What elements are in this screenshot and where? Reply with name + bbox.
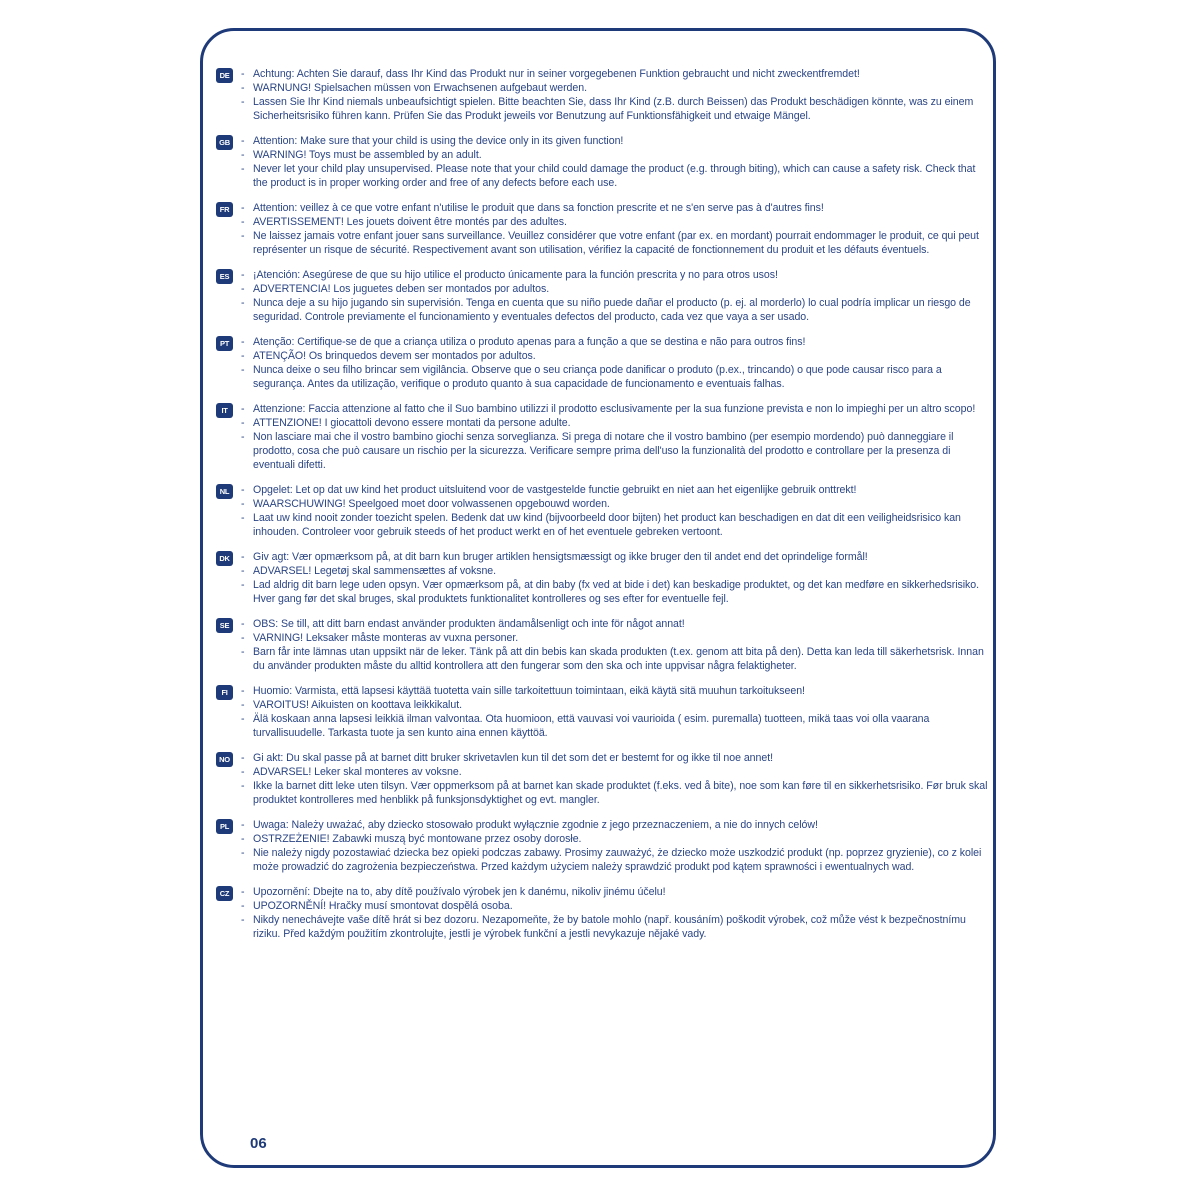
warning-line: - ATENÇÃO! Os brinquedos devem ser montados por adultos. xyxy=(253,349,990,363)
warning-sections xyxy=(216,67,990,952)
warning-line: - Laat uw kind nooit zonder toezicht spelen. Bedenk dat uw kind (bijvoorbeeld door bijten) het product kan beschadigen en dat dit een veiligheidsrisico kan inhouden. Controleer voor gebruik steeds of het product werkt en of het eventuele gebreken vertoont. xyxy=(253,511,990,539)
warning-line: - VAROITUS! Aikuisten on koottava leikkikalut. xyxy=(253,698,990,712)
warning-line: - UPOZORNĚNÍ! Hračky musí smontovat dospělá osoba. xyxy=(253,899,990,913)
warning-line: - Upozornění: Dbejte na to, aby dítě používalo výrobek jen k danému, nikoliv jinému účelu! xyxy=(253,885,990,899)
warning-line: - ADVARSEL! Legetøj skal sammensættes af voksne. xyxy=(253,564,990,578)
language-badge-se: SE xyxy=(216,618,233,633)
warning-line: - Barn får inte lämnas utan uppsikt när de leker. Tänk på att din bebis kan skada produkten (t.ex. genom att bita på den). Detta kan leda till säkerhetsrisk. Innan du använder produkten måste du alltid kontrollera att den fungerar som den ska och inte uppvisar några felaktigheter. xyxy=(253,645,990,673)
warning-line: - Lad aldrig dit barn lege uden opsyn. Vær opmærksom på, at din baby (fx ved at bide i det) kan beskadige produktet, og det kan medføre en sikkerhedsrisiko. Hver gang før det skal bruges, skal produktets funktionalitet kontrolleres og ses efter for eventuelle fejl. xyxy=(253,578,990,606)
section-nl xyxy=(216,483,990,539)
warning-line: - Attenzione: Faccia attenzione al fatto che il Suo bambino utilizzi il prodotto esclusivamente per la sua funzione prevista e non lo impieghi per un altro scopo! xyxy=(253,402,990,416)
warning-line: - ADVARSEL! Leker skal monteres av voksne. xyxy=(253,765,990,779)
language-badge-de: DE xyxy=(216,68,233,83)
section-es xyxy=(216,268,990,324)
warning-line: - Attention: veillez à ce que votre enfant n'utilise le produit que dans sa fonction prescrite et ne s'en serve pas à d'autres fins! xyxy=(253,201,990,215)
warning-line: - Giv agt: Vær opmærksom på, at dit barn kun bruger artiklen hensigtsmæssigt og ikke bruger den til andet end det oprindelige formål! xyxy=(253,550,990,564)
language-badge-fi: FI xyxy=(216,685,233,700)
warning-line: - Nie należy nigdy pozostawiać dziecka bez opieki podczas zabawy. Prosimy zauważyć, że dziecko może uszkodzić produkt (np. poprzez gryzienie), co z kolei może prowadzić do zagrożenia bezpieczeństwa. Przed każdym użyciem należy sprawdzić produkt pod kątem sprawności i ewentualnych wad. xyxy=(253,846,990,874)
section-pt xyxy=(216,335,990,391)
warning-line: - WARNING! Toys must be assembled by an adult. xyxy=(253,148,990,162)
warning-line: - ADVERTENCIA! Los juguetes deben ser montados por adultos. xyxy=(253,282,990,296)
warning-line: - OBS: Se till, att ditt barn endast använder produkten ändamålsenligt och inte för något annat! xyxy=(253,617,990,631)
warning-line: - Opgelet: Let op dat uw kind het product uitsluitend voor de vastgestelde functie gebruikt en niet aan het eigenlijke gebruik onttrekt! xyxy=(253,483,990,497)
warning-line: - Nikdy nenechávejte vaše dítě hrát si bez dozoru. Nezapomeňte, že by batole mohlo (např. kousáním) poškodit výrobek, což může vést k bezpečnostnímu riziku. Před každým použitím zkontrolujte, jestli je výrobek funkční a jestli nevykazuje nějaké vady. xyxy=(253,913,990,941)
warning-line: - Ikke la barnet ditt leke uten tilsyn. Vær oppmerksom på at barnet kan skade produktet (f.eks. ved å bite), noe som kan føre til en sikkerhetsrisiko. Før bruk skal produktet kontrolleres med henblikk på funksjonsdyktighet og evt. mangler. xyxy=(253,779,990,807)
warning-line: - ATTENZIONE! I giocattoli devono essere montati da persone adulte. xyxy=(253,416,990,430)
warning-line: - OSTRZEŻENIE! Zabawki muszą być montowane przez osoby dorosłe. xyxy=(253,832,990,846)
warning-line: - Non lasciare mai che il vostro bambino giochi senza sorveglianza. Si prega di notare che il vostro bambino (per esempio mordendo) può danneggiare il prodotto, cosa che può causare un rischio per la sicurezza. Verificare sempre prima dell'uso la funzionalità del prodotto e controllare per la presenza di eventuali difetti. xyxy=(253,430,990,472)
language-badge-it: IT xyxy=(216,403,233,418)
warning-line: - Älä koskaan anna lapsesi leikkiä ilman valvontaa. Ota huomioon, että vauvasi voi vaurioida ( esim. puremalla) tuotteen, mikä taas voi olla vaarana turvallisuudelle. Tarkasta tuote ja sen kunto aina ennen käyttöä. xyxy=(253,712,990,740)
language-badge-gb: GB xyxy=(216,135,233,150)
language-badge-no: NO xyxy=(216,752,233,767)
warning-line: - Never let your child play unsupervised. Please note that your child could damage the product (e.g. through biting), which can cause a safety risk. Check that the product is in proper working order and free of any defects before each use. xyxy=(253,162,990,190)
warning-line: - VARNING! Leksaker måste monteras av vuxna personer. xyxy=(253,631,990,645)
warning-line: - Lassen Sie Ihr Kind niemals unbeaufsichtigt spielen. Bitte beachten Sie, dass Ihr Kind (z.B. durch Beissen) das Produkt beschädigen könnte, was zu einem Sicherheitsrisiko führen kann. Prüfen Sie das Produkt jeweils vor Benutzung auf Funktionsfähigkeit und etwaige Mängel. xyxy=(253,95,990,123)
section-fi xyxy=(216,684,990,740)
language-badge-dk: DK xyxy=(216,551,233,566)
language-badge-fr: FR xyxy=(216,202,233,217)
warning-line: - Uwaga: Należy uważać, aby dziecko stosowało produkt wyłącznie zgodnie z jego przeznaczeniem, a nie do innych celów! xyxy=(253,818,990,832)
warning-line: - Huomio: Varmista, että lapsesi käyttää tuotetta vain sille tarkoitettuun toimintaan, eikä käytä sitä muuhun tarkoitukseen! xyxy=(253,684,990,698)
warning-line: - Attention: Make sure that your child is using the device only in its given function! xyxy=(253,134,990,148)
section-cz xyxy=(216,885,990,941)
warning-line: - Achtung: Achten Sie darauf, dass Ihr Kind das Produkt nur in seiner vorgegebenen Funktion gebraucht und nicht zweckentfremdet! xyxy=(253,67,990,81)
section-dk xyxy=(216,550,990,606)
warning-line: - AVERTISSEMENT! Les jouets doivent être montés par des adultes. xyxy=(253,215,990,229)
warning-line: - ¡Atención: Asegúrese de que su hijo utilice el producto únicamente para la función prescrita y no para otros usos! xyxy=(253,268,990,282)
language-badge-nl: NL xyxy=(216,484,233,499)
section-gb xyxy=(216,134,990,190)
warning-line: - WAARSCHUWING! Speelgoed moet door volwassenen opgebouwd worden. xyxy=(253,497,990,511)
section-fr xyxy=(216,201,990,257)
warning-line: - Nunca deixe o seu filho brincar sem vigilância. Observe que o seu criança pode danificar o produto (p.ex., trincando) o que pode causar risco para a segurança. Antes da utilização, verifique o produto quanto à sua capacidade de funcionamento e eventuais falhas. xyxy=(253,363,990,391)
section-de xyxy=(216,67,990,123)
page-number: 06 xyxy=(250,1135,267,1152)
language-badge-cz: CZ xyxy=(216,886,233,901)
warning-line: - Atenção: Certifique-se de que a criança utiliza o produto apenas para a função a que se destina e não para outros fins! xyxy=(253,335,990,349)
section-no xyxy=(216,751,990,807)
section-pl xyxy=(216,818,990,874)
language-badge-pl: PL xyxy=(216,819,233,834)
warning-line: - Gi akt: Du skal passe på at barnet ditt bruker skrivetavlen kun til det som det er bestemt for og ikke til noe annet! xyxy=(253,751,990,765)
warning-line: - Nunca deje a su hijo jugando sin supervisión. Tenga en cuenta que su niño puede dañar el producto (p. ej. al morderlo) lo cual podría implicar un riesgo de seguridad. Controle previamente el funcionamiento y eventuales defectos del producto, cada vez que vaya a ser usado. xyxy=(253,296,990,324)
warning-line: - WARNUNG! Spielsachen müssen von Erwachsenen aufgebaut werden. xyxy=(253,81,990,95)
language-badge-pt: PT xyxy=(216,336,233,351)
language-badge-es: ES xyxy=(216,269,233,284)
warning-line: - Ne laissez jamais votre enfant jouer sans surveillance. Veuillez considérer que votre enfant (par ex. en mordant) pourrait endommager le produit, ce qui peut représenter un risque de sécurité. Respectivement avant son utilisation, vérifiez la capacité de fonctionnement du produit et les défauts éventuels. xyxy=(253,229,990,257)
section-it xyxy=(216,402,990,472)
section-se xyxy=(216,617,990,673)
